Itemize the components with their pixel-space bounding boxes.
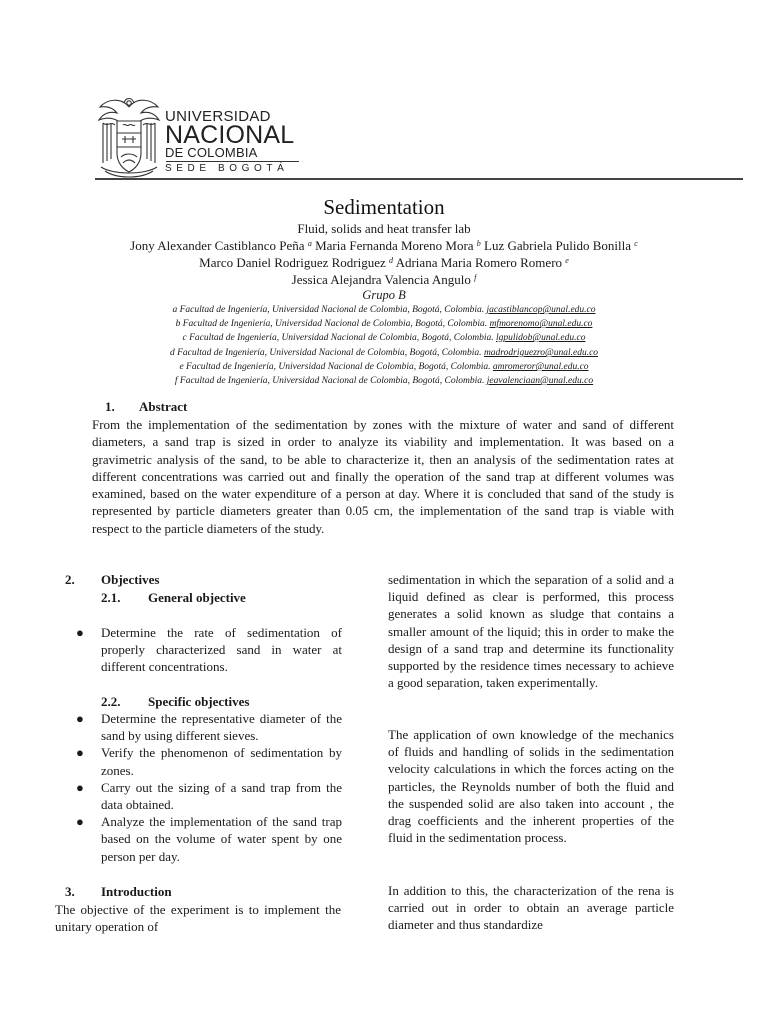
- affiliation-text: a Facultad de Ingeniería, Universidad Nacional de Colombia, Bogotá, Colombia.: [172, 305, 485, 315]
- list-item-text: Carry out the sizing of a sand trap from the data obtained.: [101, 779, 342, 813]
- list-item: [76, 744, 342, 778]
- affiliation: [0, 376, 768, 386]
- logo-divider: [166, 161, 299, 162]
- section-number: 1.: [105, 399, 115, 414]
- author-mark: a: [307, 239, 312, 248]
- introduction-paragraph: The application of own knowledge of the mechanics of fluids and handling of solids in the sedimentation velocity calculations in which the forces acting on the particles, the Reynolds number of both the fluid and the suspended solid are also taken into account , the drag coefficients and the inherent properties of the fluid in the sedimentation process.: [388, 727, 674, 846]
- author-mark: d: [389, 256, 394, 265]
- affiliation: [0, 333, 768, 343]
- affiliation-text: d Facultad de Ingeniería, Universidad Nacional de Colombia, Bogotá, Colombia.: [169, 348, 482, 358]
- bullet-icon: ●: [76, 711, 84, 726]
- authors-line: [0, 272, 768, 288]
- authors-line: [0, 255, 768, 271]
- specific-objectives-heading: Specific objectives: [148, 694, 250, 709]
- affiliation-email-link[interactable]: lgpulidob@unal.edu.co: [495, 333, 586, 343]
- affiliation: [0, 305, 768, 315]
- list-item: [76, 710, 342, 744]
- affiliation: [0, 348, 768, 358]
- header-divider: [95, 178, 743, 180]
- author-name: Maria Fernanda Moreno Mora: [315, 238, 474, 253]
- bullet-icon: ●: [76, 745, 84, 761]
- introduction-paragraph: sedimentation in which the separation of a solid and a liquid defined as clear is performed, this process generates a solid known as sludge that contains a smaller amount of the liquid; this in order to make the design of a sand trap and determine its functionality supported by the residence times necessary to achieve a good separation, taken experimentally.: [388, 572, 674, 691]
- authors-line: [0, 238, 768, 254]
- author-mark: c: [634, 239, 638, 248]
- list-item: [76, 813, 342, 865]
- university-crest-icon: [97, 93, 161, 179]
- general-objective-list: [76, 624, 342, 676]
- author-mark: e: [565, 256, 569, 265]
- list-item-text: Determine the representative diameter of the sand by using different sieves.: [101, 711, 342, 744]
- affiliation-email-link[interactable]: mfmorenomo@unal.edu.co: [489, 319, 593, 329]
- affiliation-text: e Facultad de Ingeniería, Universidad Nacional de Colombia, Bogotá, Colombia.: [179, 362, 491, 372]
- general-objective-heading: General objective: [148, 590, 246, 605]
- group-label: Grupo B: [362, 288, 406, 302]
- university-name-line2: NACIONAL: [165, 121, 295, 149]
- affiliation-text: f Facultad de Ingeniería, Universidad Nacional de Colombia, Bogotá, Colombia.: [174, 376, 485, 386]
- list-item-text: Determine the rate of sedimentation of properly characterized sand in water at different concentrations.: [101, 625, 342, 675]
- introduction-paragraph: In addition to this, the characterization of the rena is carried out in order to obtain an average particle diameter and thus standardize: [388, 883, 674, 933]
- list-item-text: Analyze the implementation of the sand trap based on the volume of water spent by one person per day.: [101, 814, 342, 864]
- affiliation-email-link[interactable]: madrodriguezro@unal.edu.co: [483, 348, 599, 358]
- subsection-number: 2.2.: [101, 694, 121, 709]
- affiliation-email-link[interactable]: amromeror@unal.edu.co: [492, 362, 589, 372]
- list-item-text: Verify the phenomenon of sedimentation by zones.: [101, 745, 342, 778]
- author-mark: b: [476, 239, 481, 248]
- abstract-text: From the implementation of the sedimentation by zones with the mixture of water and sand of different diameters, a sand trap is sized in order to analyze its viability and implementation. It was based on a gravimetric analysis of the sand, to be able to characterize it, then an analysis of the sedimentation rates at different concentrations was carried out and finally the operation of the sand trap at different volumes was examined, based on the water expenditure of a person at day. Where it is concluded that sand of the study is represented by particle diameters greater than 0.05 cm, the implementation of the sand trap is viable with respect to the particle diameters of the study.: [92, 417, 674, 536]
- abstract-heading: Abstract: [139, 399, 188, 414]
- affiliation: [0, 319, 768, 329]
- introduction-text: The objective of the experiment is to implement the unitary operation of: [55, 902, 341, 935]
- list-item: [76, 779, 342, 813]
- subsection-number: 2.1.: [101, 590, 121, 605]
- bullet-icon: ●: [76, 814, 84, 830]
- section-number: 2.: [65, 572, 75, 587]
- objectives-heading: Objectives: [101, 572, 160, 587]
- author-name: Jessica Alejandra Valencia Angulo: [291, 272, 471, 287]
- affiliation-text: b Facultad de Ingeniería, Universidad Nacional de Colombia, Bogotá, Colombia.: [175, 319, 488, 329]
- affiliation: [0, 362, 768, 372]
- campus-name: SEDE BOGOTÁ: [165, 163, 289, 174]
- affiliation-email-link[interactable]: jeavalenciaan@unal.edu.co: [486, 376, 594, 386]
- list-item: [76, 624, 342, 676]
- author-name: Adriana Maria Romero Romero: [395, 255, 563, 270]
- university-name-line1: UNIVERSIDAD: [165, 108, 271, 125]
- bullet-icon: ●: [76, 625, 84, 640]
- section-number: 3.: [65, 884, 75, 899]
- bullet-icon: ●: [76, 779, 84, 795]
- introduction-heading: Introduction: [101, 884, 172, 899]
- author-mark: f: [474, 273, 477, 282]
- affiliation-text: c Facultad de Ingeniería, Universidad Nacional de Colombia, Bogotá, Colombia.: [182, 333, 494, 343]
- university-name-line3: DE COLOMBIA: [165, 145, 258, 160]
- paper-title: Sedimentation: [323, 195, 445, 219]
- affiliation-email-link[interactable]: jacastiblancop@unal.edu.co: [486, 305, 596, 315]
- paper-subtitle: Fluid, solids and heat transfer lab: [297, 221, 471, 236]
- author-name: Marco Daniel Rodriguez Rodriguez: [199, 255, 386, 270]
- author-name: Jony Alexander Castiblanco Peña: [130, 238, 305, 253]
- specific-objectives-list: [76, 710, 342, 865]
- author-name: Luz Gabriela Pulido Bonilla: [484, 238, 631, 253]
